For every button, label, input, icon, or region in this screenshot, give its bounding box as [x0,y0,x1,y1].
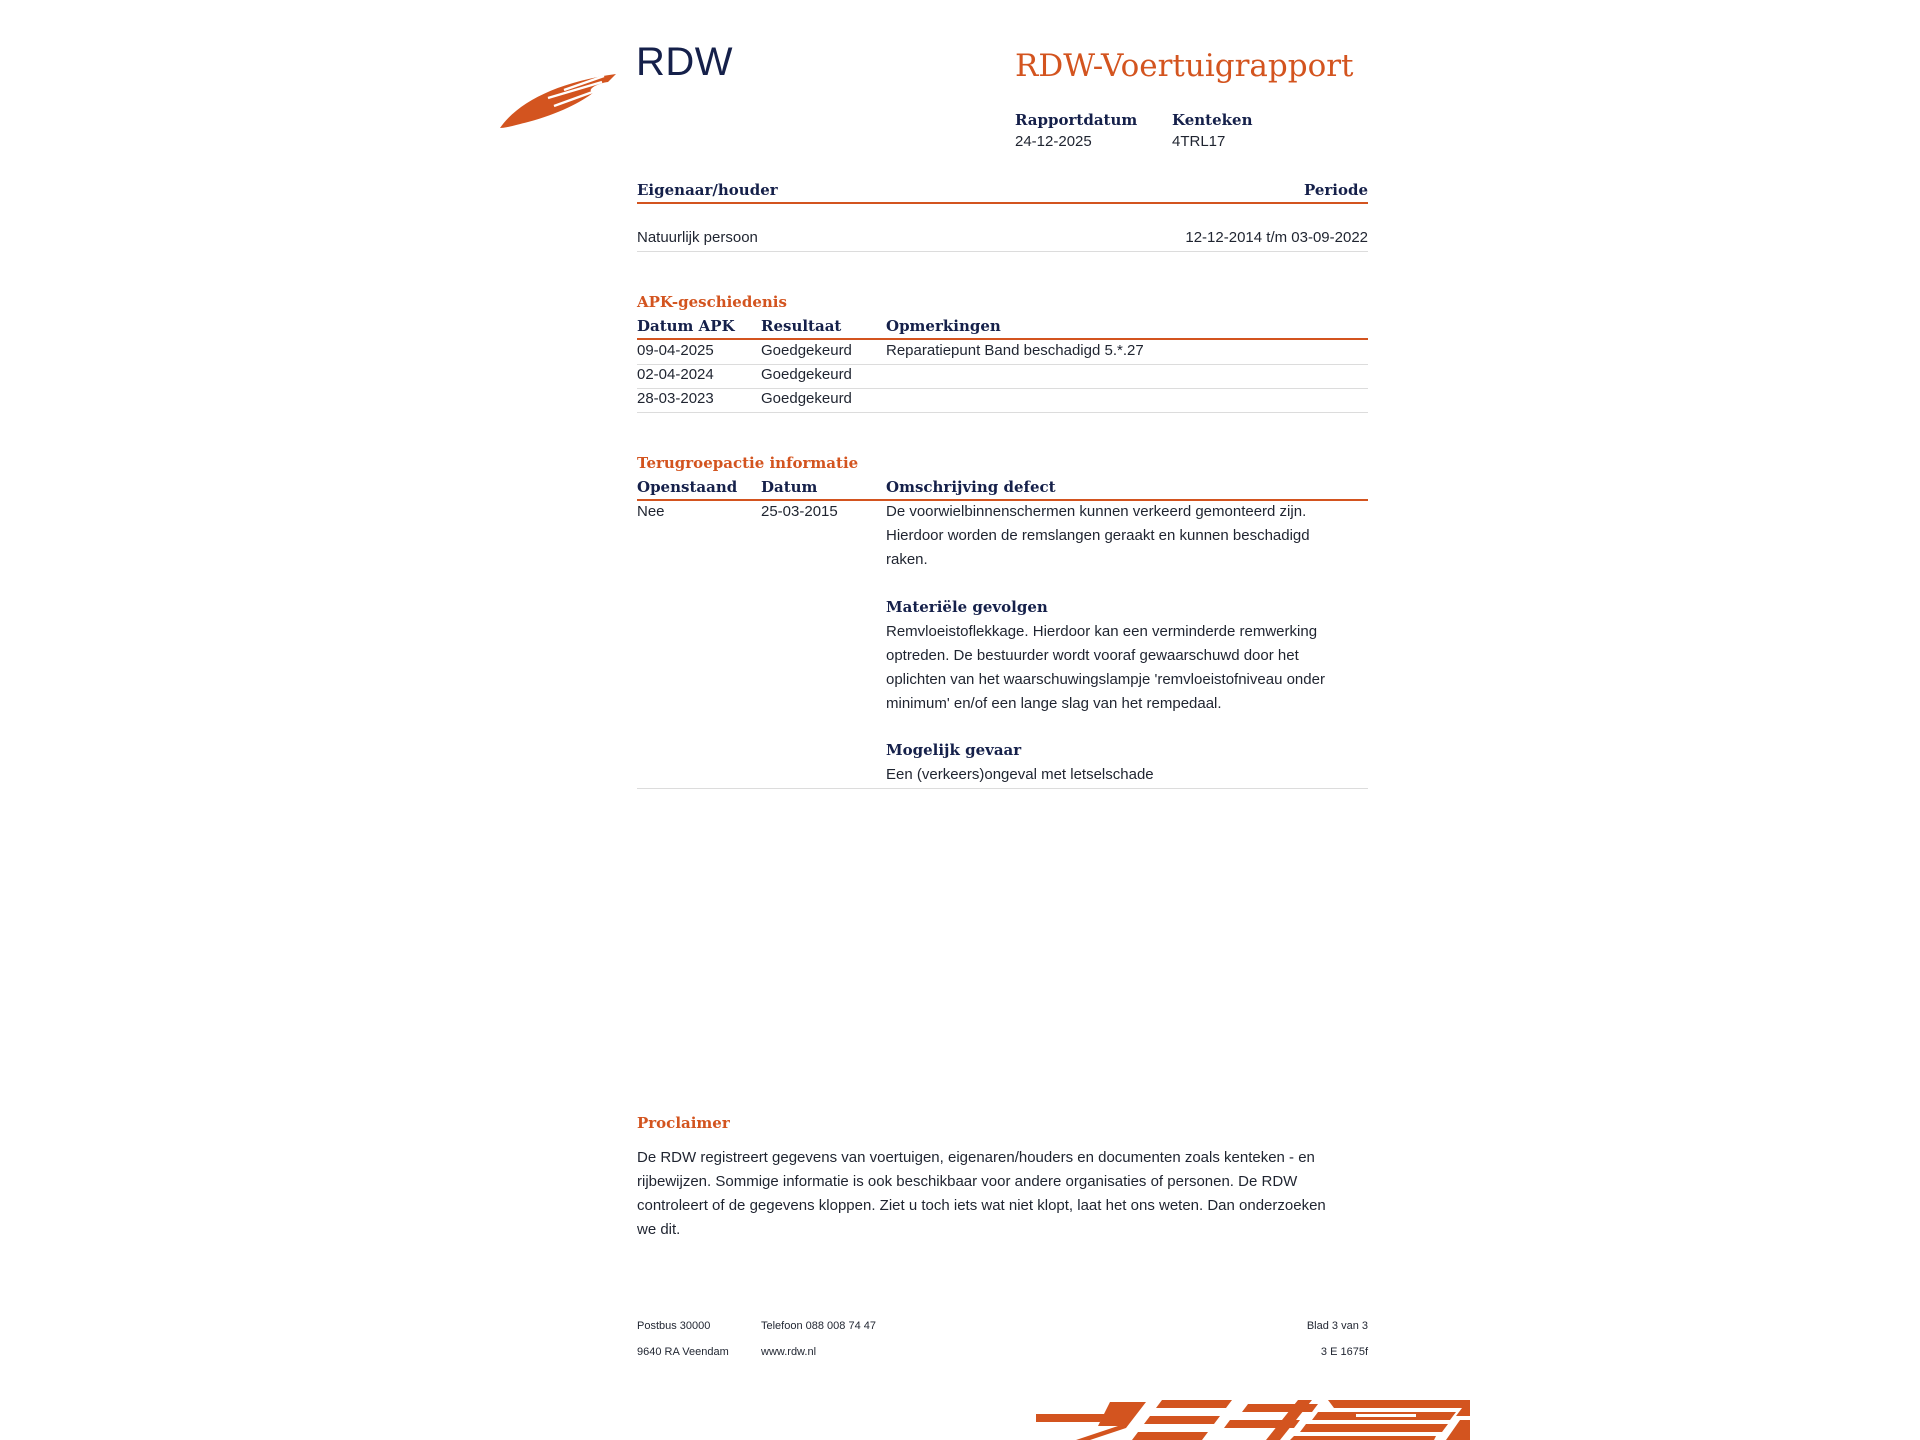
rdw-logo-icon [498,62,618,132]
apk-header-rule [637,338,1368,340]
report-date-label: Rapportdatum [1015,111,1138,129]
period-column-header: Periode [1303,181,1368,199]
apk-row-3-result: Goedgekeurd [761,390,852,407]
apk-row-rule [637,412,1368,413]
recall-date-value: 25-03-2015 [761,503,838,520]
footer-phone: Telefoon 088 008 74 47 [761,1320,876,1332]
consequences-title: Materiële gevolgen [886,598,1048,616]
proclaimer-line: controleert of de gegevens kloppen. Ziet u toch iets wat niet klopt, laat het ons weten. Dan onderzoeken [637,1197,1326,1214]
recall-header-description: Omschrijving defect [886,478,1056,496]
recall-row-rule [637,788,1368,789]
footer-address: 9640 RA Veendam [637,1346,729,1358]
apk-row-rule [637,364,1368,365]
apk-row-2-result: Goedgekeurd [761,366,852,383]
apk-row-2-date: 02-04-2024 [637,366,714,383]
footer-code: 3 E 1675f [1320,1346,1368,1358]
period-value: 12-12-2014 t/m 03-09-2022 [1185,229,1368,246]
footer-website-link[interactable]: www.rdw.nl [761,1346,817,1358]
proclaimer-text [637,1146,1377,1242]
owner-value: Natuurlijk persoon [637,229,758,246]
consequences-line: minimum' en/of een lange slag van het rempedaal. [886,695,1222,712]
logo-text: RDW [636,40,734,84]
apk-row-rule [637,388,1368,389]
footer-postbus: Postbus 30000 [637,1320,711,1332]
apk-row-1-date: 09-04-2025 [637,342,714,359]
owner-column-header: Eigenaar/houder [637,181,778,199]
proclaimer-line: rijbewijzen. Sommige informatie is ook beschikbaar voor andere organisaties of personen. De RDW [637,1173,1298,1190]
rdw-stripes-decoration-icon [1036,1396,1470,1440]
proclaimer-line: De RDW registreert gegevens van voertuigen, eigenaren/houders en documenten zoals kenteken - en [637,1149,1315,1166]
apk-header-date: Datum APK [637,317,735,335]
apk-header-remarks: Opmerkingen [886,317,1001,335]
recall-description-line: raken. [886,551,928,568]
consequences-line: optreden. De bestuurder wordt vooraf gewaarschuwd door het [886,647,1299,664]
page-title: RDW-Voertuigrapport [1015,48,1354,84]
recall-header-date: Datum [761,478,818,496]
recall-description-line: Hierdoor worden de remslangen geraakt en kunnen beschadigd [886,527,1310,544]
proclaimer-line: we dit. [637,1221,681,1238]
recall-open-value: Nee [637,503,665,520]
danger-title: Mogelijk gevaar [886,741,1022,759]
owner-header-rule [637,202,1368,204]
consequences-text [886,620,1366,716]
owner-row-rule [637,251,1368,252]
recall-description-line: De voorwielbinnenschermen kunnen verkeerd gemonteerd zijn. [886,503,1307,520]
consequences-line: oplichten van het waarschuwingslampje 'remvloeistofniveau onder [886,671,1325,688]
danger-text: Een (verkeers)ongeval met letselschade [886,766,1154,783]
apk-row-1-remarks: Reparatiepunt Band beschadigd 5.*.27 [886,342,1144,359]
recall-description [886,500,1366,572]
recall-header-open: Openstaand [637,478,738,496]
apk-row-3-date: 28-03-2023 [637,390,714,407]
proclaimer-title: Proclaimer [637,1114,730,1132]
footer-page-number: Blad 3 van 3 [1306,1320,1368,1332]
consequences-line: Remvloeistoflekkage. Hierdoor kan een verminderde remwerking [886,623,1318,640]
plate-value: 4TRL17 [1172,133,1226,150]
apk-section-title: APK-geschiedenis [637,293,787,311]
apk-header-result: Resultaat [761,317,842,335]
plate-label: Kenteken [1172,111,1253,129]
recall-section-title: Terugroepactie informatie [637,454,859,472]
report-date-value: 24-12-2025 [1015,133,1092,150]
apk-row-1-result: Goedgekeurd [761,342,852,359]
